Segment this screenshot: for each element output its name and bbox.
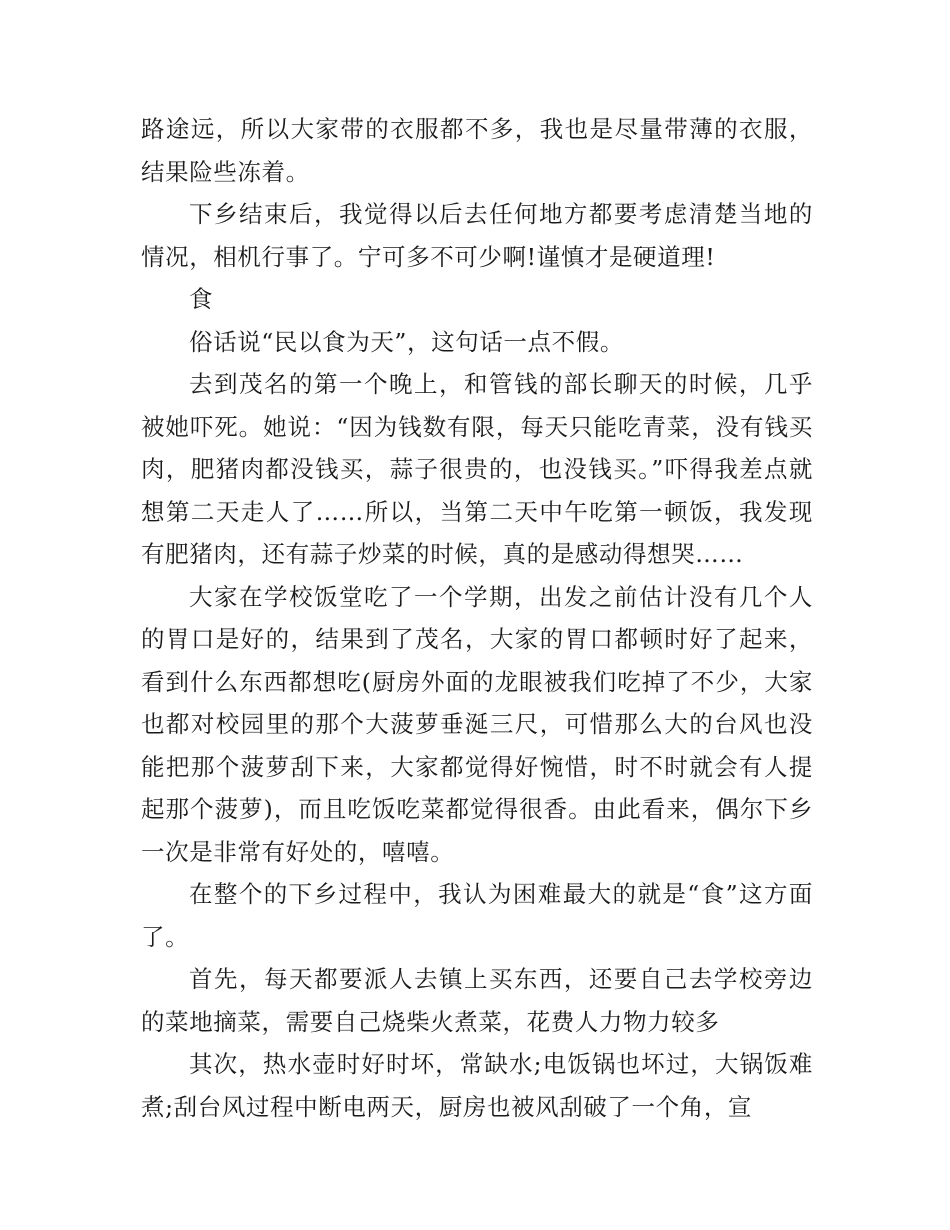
paragraph-continued: 路途远，所以大家带的衣服都不多，我也是尽量带薄的衣服，结果险些冻着。 bbox=[141, 115, 813, 186]
paragraph-first-night: 去到茂名的第一个晚上，和管钱的部长聊天的时候，几乎被她吓死。她说：“因为钱数有限，每天只能吃青菜，没有钱买肉，肥猪肉都没钱买，蒜子很贵的，也没钱买。”吓得我差点就想第二天走人了……所以，当第二天中午吃第一顿饭，我发现有肥猪肉，还有蒜子炒菜的时候，真的是感动得想哭…… bbox=[141, 370, 813, 568]
paragraph-second-point: 其次，热水壶时好时坏，常缺水;电饭锅也坏过，大锅饭难煮;刮台风过程中断电两天，厨房也被风刮破了一个角，宣 bbox=[141, 1050, 813, 1121]
section-heading-food: 食 bbox=[189, 285, 214, 313]
paragraph-first-point: 首先，每天都要派人去镇上买东西，还要自己去学校旁边的菜地摘菜，需要自己烧柴火煮菜，花费人力物力较多 bbox=[141, 965, 813, 1036]
paragraph-difficulty: 在整个的下乡过程中，我认为困难最大的就是“食”这方面了。 bbox=[141, 880, 813, 951]
paragraph-appetite: 大家在学校饭堂吃了一个学期，出发之前估计没有几个人的胃口是好的，结果到了茂名，大家的胃口都顿时好了起来，看到什么东西都想吃(厨房外面的龙眼被我们吃掉了不少，大家也都对校园里的那个大菠萝垂涎三尺，可惜那么大的台风也没能把那个菠萝刮下来，大家都觉得好惋惜，时不时就会有人提起那个菠萝)，而且吃饭吃菜都觉得很香。由此看来，偶尔下乡一次是非常有好处的，嘻嘻。 bbox=[141, 582, 813, 866]
document-page bbox=[141, 108, 813, 1128]
paragraph-conclusion: 下乡结束后，我觉得以后去任何地方都要考虑清楚当地的情况，相机行事了。宁可多不可少啊!谨慎才是硬道理! bbox=[141, 200, 813, 271]
paragraph-proverb: 俗话说“民以食为天”，这句话一点不假。 bbox=[189, 327, 624, 356]
